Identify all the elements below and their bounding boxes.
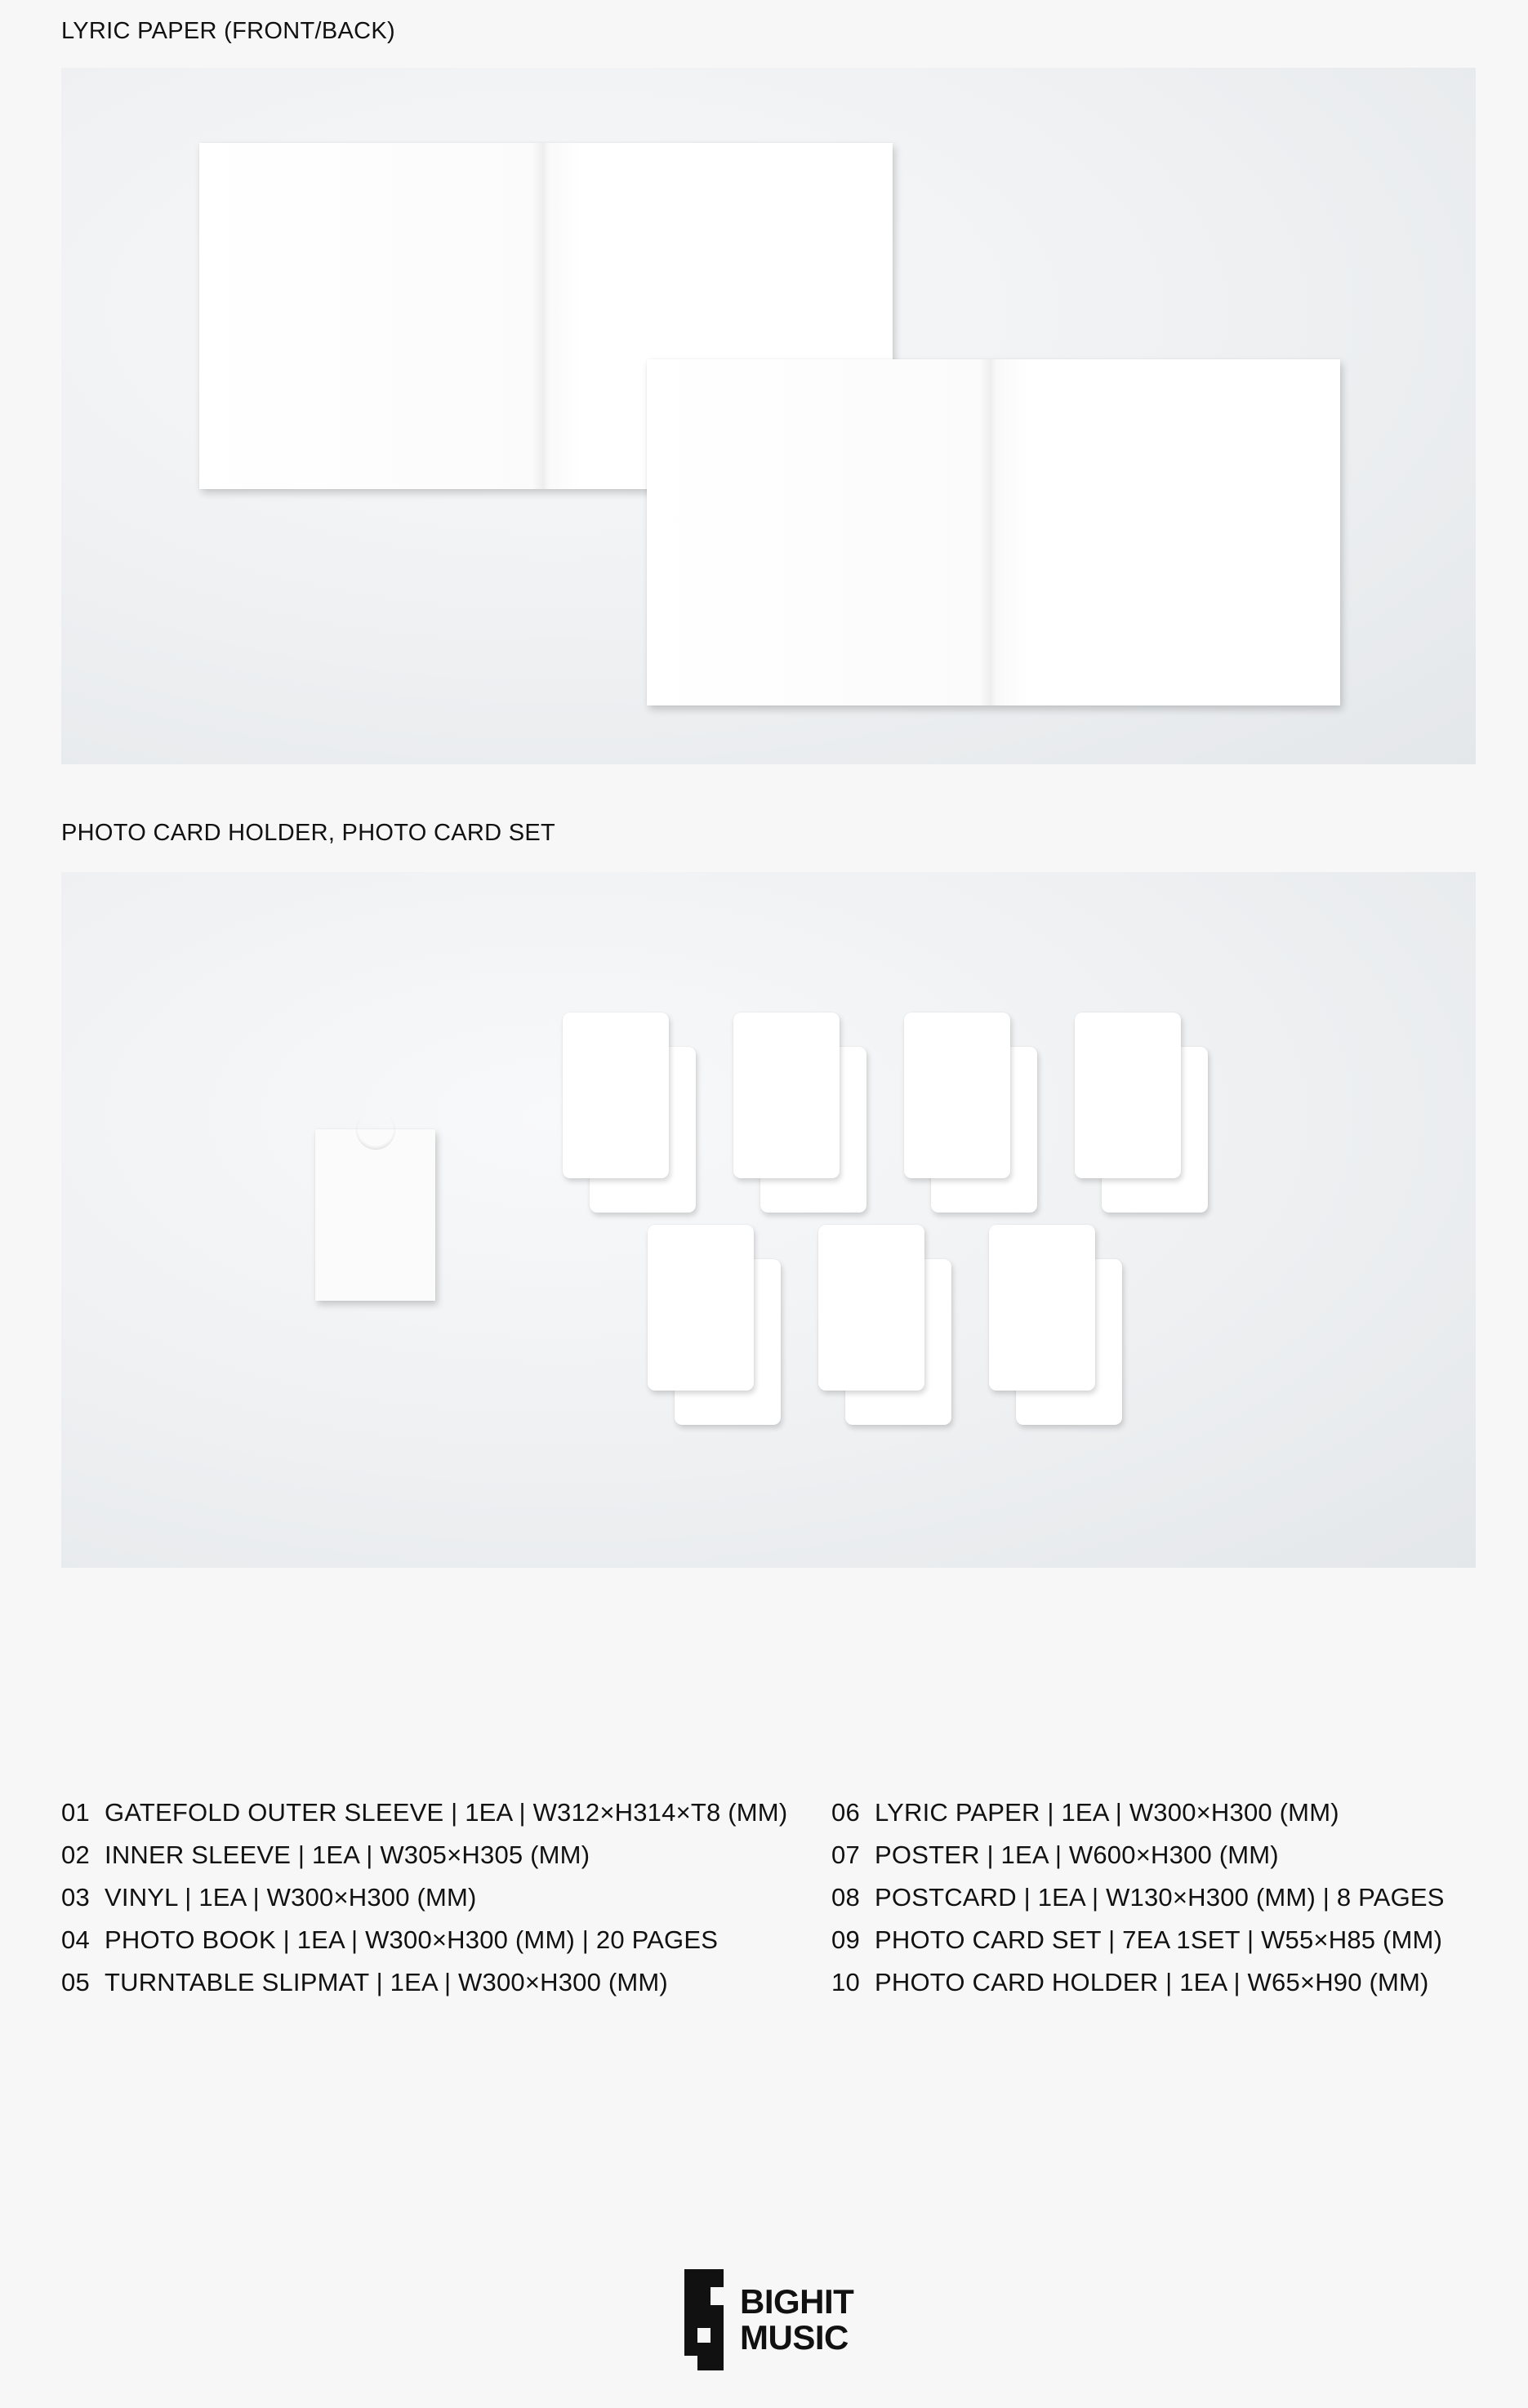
spec-number: 08 [831, 1883, 860, 1912]
photo-card-panel [61, 872, 1476, 1568]
photo-card [904, 1013, 1010, 1178]
photo-card [989, 1225, 1095, 1391]
spec-text: INNER SLEEVE | 1EA | W305×H305 (MM) [105, 1840, 590, 1869]
spec-item [831, 1876, 1445, 1919]
logo-line-bighit: BIGHIT [740, 2282, 854, 2321]
section-title-lyric-paper: LYRIC PAPER (FRONT/BACK) [61, 18, 395, 44]
spec-number: 09 [831, 1925, 860, 1954]
spec-item [831, 1834, 1445, 1876]
spec-text: PHOTO CARD SET | 7EA 1SET | W55×H85 (MM) [875, 1925, 1443, 1954]
spec-text: TURNTABLE SLIPMAT | 1EA | W300×H300 (MM) [105, 1968, 668, 1996]
section-title-photo-card: PHOTO CARD HOLDER, PHOTO CARD SET [61, 820, 556, 846]
logo-wordmark [740, 2284, 853, 2356]
lyric-paper-sheet-back [647, 359, 1340, 705]
photo-card [733, 1013, 840, 1178]
spec-list-left [61, 1792, 787, 2004]
spec-text: GATEFOLD OUTER SLEEVE | 1EA | W312×H314×T8 (MM) [105, 1798, 788, 1827]
photo-card-pair [733, 1013, 869, 1178]
bighit-logo-icon [684, 2269, 724, 2370]
spec-number: 01 [61, 1798, 90, 1827]
logo-line-music: MUSIC [740, 2318, 849, 2357]
spec-text: POSTCARD | 1EA | W130×H300 (MM) | 8 PAGES [875, 1883, 1445, 1912]
photo-card-pair [563, 1013, 698, 1178]
photo-card-pair [648, 1225, 783, 1391]
spec-number: 05 [61, 1968, 90, 1996]
spec-list-right [831, 1792, 1445, 2004]
spec-text: VINYL | 1EA | W300×H300 (MM) [105, 1883, 477, 1912]
lyric-paper-panel [61, 68, 1476, 764]
spec-text: PHOTO CARD HOLDER | 1EA | W65×H90 (MM) [875, 1968, 1429, 1996]
spec-item [61, 1834, 787, 1876]
photo-card-pair [1075, 1013, 1210, 1178]
photo-card-holder [315, 1129, 435, 1301]
spec-number: 07 [831, 1840, 860, 1869]
photo-card-pair [989, 1225, 1125, 1391]
photo-card-holder-notch [356, 1110, 395, 1150]
photo-card [563, 1013, 669, 1178]
photo-card [1075, 1013, 1181, 1178]
photo-card [818, 1225, 924, 1391]
spec-item [61, 1919, 787, 1961]
photo-card-pair [904, 1013, 1040, 1178]
spec-item [831, 1792, 1445, 1834]
photo-card-pair [818, 1225, 954, 1391]
spec-text: LYRIC PAPER | 1EA | W300×H300 (MM) [875, 1798, 1339, 1827]
spec-number: 06 [831, 1798, 860, 1827]
spec-item [61, 1876, 787, 1919]
spec-number: 04 [61, 1925, 90, 1954]
spec-item [61, 1961, 787, 2004]
spec-number: 02 [61, 1840, 90, 1869]
spec-number: 03 [61, 1883, 90, 1912]
bighit-music-logo [684, 2269, 853, 2370]
spec-text: POSTER | 1EA | W600×H300 (MM) [875, 1840, 1279, 1869]
spec-item [61, 1792, 787, 1834]
photo-card [648, 1225, 754, 1391]
spec-item [831, 1961, 1445, 2004]
spec-number: 10 [831, 1968, 860, 1996]
spec-text: PHOTO BOOK | 1EA | W300×H300 (MM) | 20 PAGES [105, 1925, 719, 1954]
spec-item [831, 1919, 1445, 1961]
